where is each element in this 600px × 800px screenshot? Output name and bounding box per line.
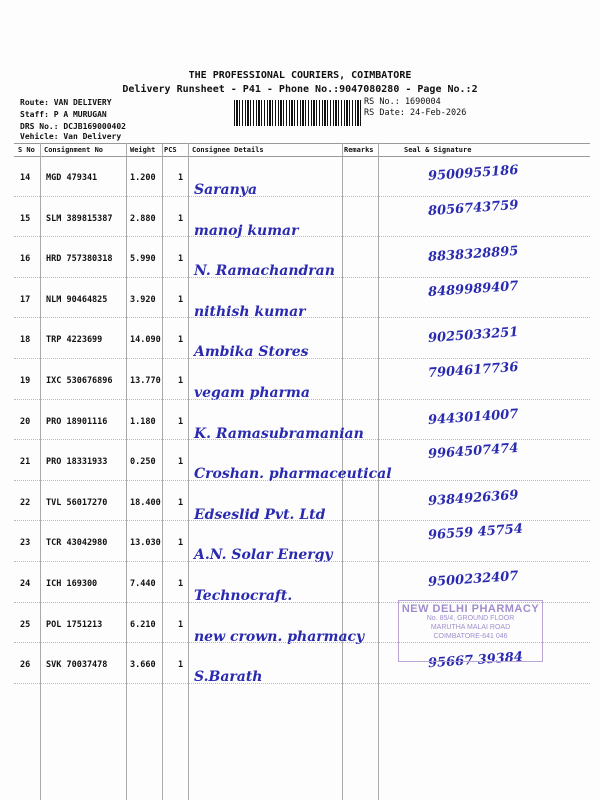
row-pcs: 1	[178, 335, 184, 346]
table-row	[0, 562, 600, 602]
row-consignment-no: POL 1751213	[46, 619, 103, 630]
row-consignment-no: PRO 18331933	[46, 457, 108, 468]
row-consignment-no: TVL 56017270	[46, 497, 108, 508]
row-consignment-no: NLM 90464825	[46, 294, 108, 305]
table-row	[0, 278, 600, 318]
row-sno: 18	[20, 335, 31, 346]
row-sno: 14	[20, 173, 31, 183]
row-pcs: 1	[178, 660, 184, 671]
rs-date: RS Date: 24-Feb-2026	[364, 108, 467, 118]
row-sno: 23	[20, 538, 31, 549]
signature-phone: 9500955186	[427, 162, 519, 185]
table-row	[0, 440, 600, 483]
row-divider	[14, 683, 590, 684]
runsheet-title: Delivery Runsheet - P41 - Phone No.:9047080280 - Page No.:2	[122, 84, 478, 95]
table-row	[0, 318, 600, 361]
row-weight: 2.880	[130, 213, 156, 224]
row-sno: 26	[20, 660, 31, 671]
row-weight: 13.770	[130, 376, 161, 386]
row-consignment-no: SLM 389815387	[46, 213, 113, 224]
row-weight: 3.920	[130, 294, 156, 305]
stamp-line: COIMBATORE-641 046	[433, 633, 508, 640]
row-weight: 1.180	[130, 416, 156, 427]
consignee-handwriting: Edseslid Pvt. Ltd	[194, 506, 326, 523]
row-consignment-no: HRD 757380318	[46, 254, 113, 265]
consignee-handwriting: Croshan. pharmaceutical	[194, 466, 392, 483]
route-label: Route: VAN DELIVERY	[20, 98, 112, 107]
row-pcs: 1	[178, 173, 184, 183]
row-sno: 25	[20, 619, 31, 630]
signature-phone: 9500232407	[427, 568, 519, 591]
table-row	[0, 481, 600, 521]
table-row	[0, 156, 600, 196]
stamp-line: MARUTHA MALAI ROAD	[430, 624, 511, 631]
company-title: THE PROFESSIONAL COURIERS, COIMBATORE	[188, 70, 412, 81]
row-sno: 19	[20, 376, 31, 386]
consignee-handwriting: vegam pharma	[194, 385, 310, 401]
row-sno: 22	[20, 497, 31, 508]
signature-phone: 96559 45754	[427, 522, 524, 544]
drs-label: DRS No.: DCJB169000402	[20, 122, 126, 131]
row-weight: 14.090	[130, 335, 161, 346]
row-sno: 20	[20, 416, 31, 427]
row-consignment-no: ICH 169300	[46, 579, 98, 589]
row-pcs: 1	[178, 294, 184, 305]
row-weight: 0.250	[130, 457, 156, 468]
table-header	[0, 143, 600, 157]
consignee-handwriting: new crown. pharmacy	[194, 628, 365, 645]
row-pcs: 1	[178, 538, 184, 549]
col-consignment: Consignment No	[44, 146, 104, 154]
row-pcs: 1	[178, 376, 184, 386]
header-top-rule	[14, 143, 590, 144]
row-pcs: 1	[178, 497, 184, 508]
col-remarks: Remarks	[344, 146, 374, 154]
table-row	[0, 237, 600, 280]
col-consignee: Consignee Details	[192, 146, 264, 154]
table-row	[0, 521, 600, 564]
row-sno: 17	[20, 294, 31, 305]
stamp-line: NEW DELHI PHARMACY	[401, 603, 540, 615]
consignee-handwriting: Ambika Stores	[194, 344, 309, 361]
table-row	[0, 197, 600, 237]
row-consignment-no: MGD 479341	[46, 173, 98, 183]
signature-phone: 8838328895	[427, 244, 519, 266]
col-sno: S No	[18, 146, 35, 154]
row-consignment-no: SVK 70037478	[46, 660, 108, 671]
signature-phone: 9384926369	[427, 487, 519, 509]
staff-label: Staff: P A MURUGAN	[20, 110, 107, 119]
row-pcs: 1	[178, 579, 184, 589]
row-sno: 15	[20, 213, 31, 224]
signature-phone: 95667 39384	[427, 649, 524, 672]
row-weight: 13.030	[130, 538, 161, 549]
signature-phone: 9443014007	[427, 406, 519, 428]
signature-phone: 9964507474	[427, 441, 519, 463]
consignee-handwriting: Saranya	[194, 182, 258, 198]
row-sno: 16	[20, 254, 31, 265]
consignee-handwriting: A.N. Solar Energy	[194, 547, 333, 564]
row-pcs: 1	[178, 457, 184, 468]
consignee-handwriting: N. Ramachandran	[194, 263, 335, 280]
stamp-line: No. 85/4, GROUND FLOOR	[426, 615, 515, 622]
vehicle-label: Vehicle: Van Delivery	[20, 132, 122, 141]
row-consignment-no: PRO 18901116	[46, 416, 108, 427]
row-pcs: 1	[178, 619, 184, 630]
row-weight: 5.990	[130, 254, 156, 265]
row-pcs: 1	[178, 254, 184, 265]
row-weight: 3.660	[130, 660, 156, 671]
signature-phone: 8489989407	[427, 278, 519, 300]
col-seal: Seal & Signature	[404, 146, 472, 154]
row-weight: 1.200	[130, 173, 156, 183]
consignee-handwriting: S.Barath	[194, 669, 263, 686]
row-weight: 6.210	[130, 619, 156, 630]
consignee-handwriting: manoj kumar	[194, 222, 299, 239]
signature-phone: 7904617736	[427, 359, 519, 382]
row-consignment-no: IXC 530676896	[46, 376, 113, 386]
signature-phone: 8056743759	[427, 197, 519, 219]
col-weight: Weight	[130, 146, 156, 154]
row-consignment-no: TCR 43042980	[46, 538, 108, 549]
row-pcs: 1	[178, 213, 184, 224]
row-sno: 21	[20, 457, 31, 468]
consignee-handwriting: nithish kumar	[194, 303, 306, 320]
pharmacy-stamp	[398, 600, 543, 662]
row-consignment-no: TRP 4223699	[46, 335, 103, 346]
row-weight: 7.440	[130, 579, 156, 589]
row-pcs: 1	[178, 416, 184, 427]
consignee-handwriting: Technocraft.	[194, 588, 293, 604]
barcode	[234, 100, 361, 126]
row-sno: 24	[20, 579, 31, 589]
signature-phone: 9025033251	[427, 325, 519, 347]
table-row	[0, 400, 600, 440]
col-pcs: PCS	[164, 146, 177, 154]
row-weight: 18.400	[130, 497, 161, 508]
table-row	[0, 359, 600, 399]
rs-number: RS No.: 1690004	[364, 97, 441, 107]
consignee-handwriting: K. Ramasubramanian	[194, 425, 364, 442]
